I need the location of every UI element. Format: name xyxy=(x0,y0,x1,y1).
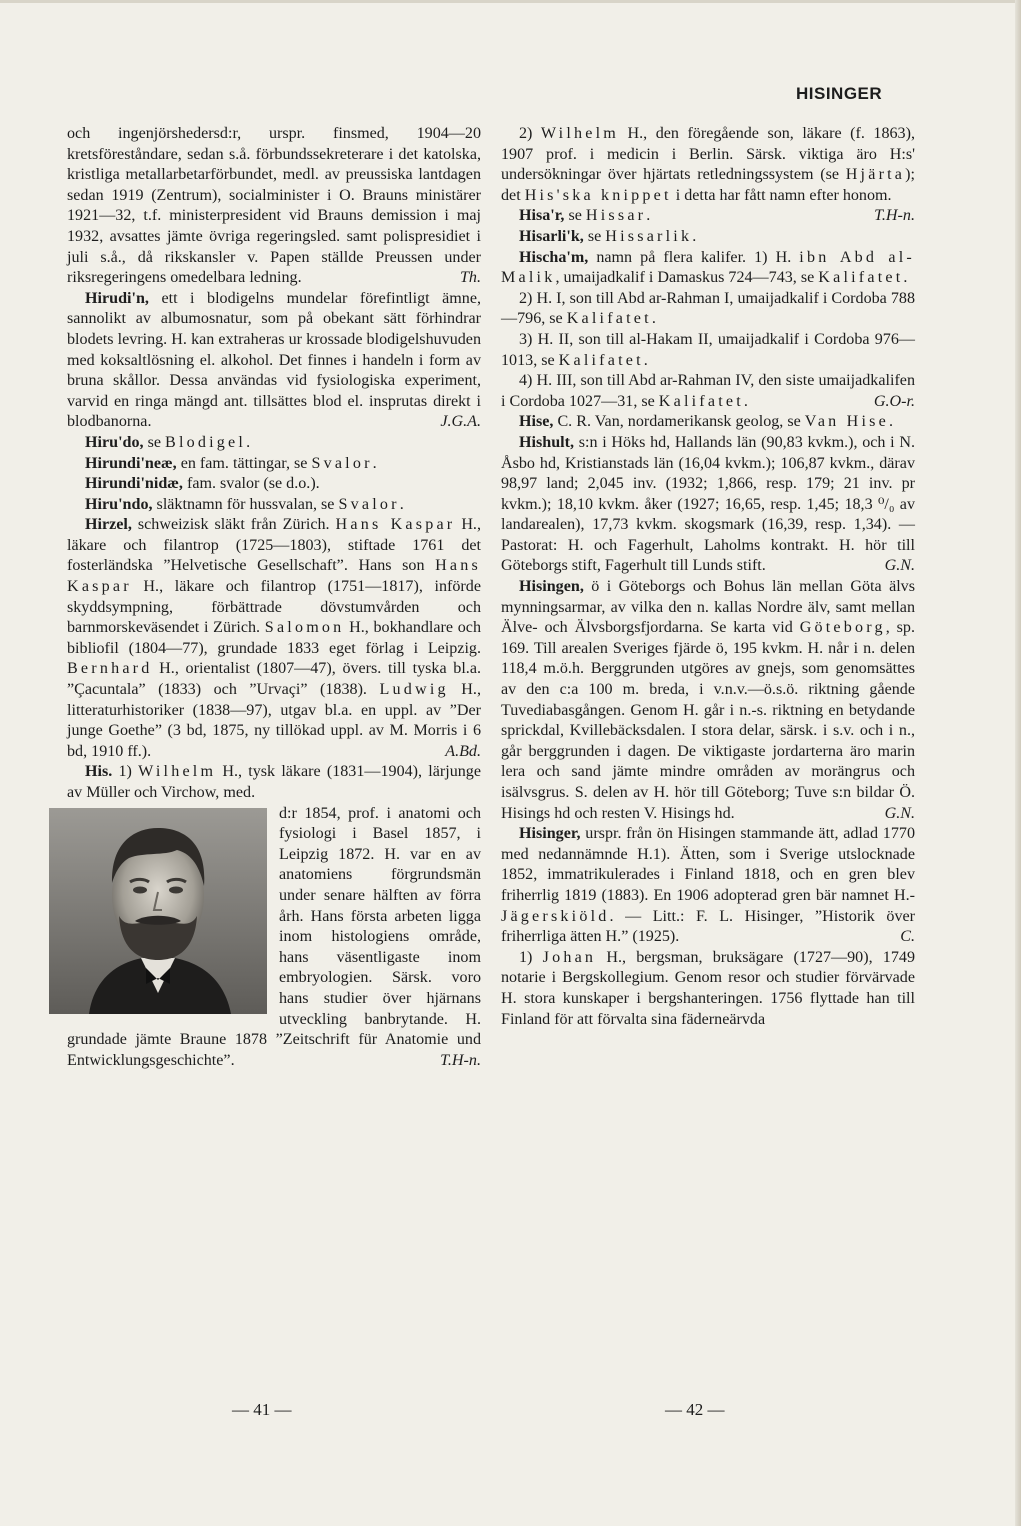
cross-reference: Kalifatet xyxy=(566,310,652,328)
author-signature: T.H-n. xyxy=(874,207,915,225)
entry-hirzel xyxy=(67,515,481,762)
entry-text: 2) xyxy=(519,125,541,142)
author-signature: G.N. xyxy=(884,804,915,822)
cross-reference: Kalifatet xyxy=(558,351,644,369)
entry-text: H., litteraturhistoriker (1838—97), utgav bl.a. en uppl. av ”Der junge Goethe” (3 bd, 1875, ny tillökad uppl. av M. Morris i 6 bd, 1910 ff.). xyxy=(67,681,481,760)
entry-text: urspr. från ön Hisingen stammande ätt, adlad 1770 med nedannämnde H.1). Ätten, som i Sverige utslocknade 1852, immatrikulerades i Finland 1818, och en gren blev friherrlig 1819 (1883). En 1906 adopterad gren bär namnet H.- xyxy=(501,825,915,904)
entry-hisar xyxy=(501,206,915,227)
entry-text: . xyxy=(643,351,648,369)
entry-text: . xyxy=(646,207,651,225)
cross-reference: Kalifatet xyxy=(658,392,744,410)
entry-text: H., orientalist (1807—47), övers. till tyska bl.a. ”Çacuntala” (1833) och ”Urvaçi” (1838). xyxy=(67,660,481,699)
entry-text: H., tysk läkare (1831—1904), lärjunge av Müller och Virchow, med. xyxy=(67,763,481,801)
spaced-name: Jägerskiöld xyxy=(501,907,610,925)
entry-hischam-3 xyxy=(501,330,915,371)
cross-reference: Hissar xyxy=(585,207,647,225)
entry-text: 4) H. III, son till Abd ar-Rahman IV, den siste umaijadkalifen i Cordoba 1027—31, se xyxy=(501,372,915,410)
author-signature: J.G.A. xyxy=(440,413,481,431)
page-edge-top xyxy=(0,0,1021,3)
headword: Hisa'r, xyxy=(519,207,565,225)
page-number-left: — 41 — xyxy=(232,1400,292,1419)
headword: Hiru'do, xyxy=(85,433,144,451)
entry-text: se xyxy=(143,433,166,451)
entry-text: ett i blodigelns mundelar förefintligt ämne, sannolikt av albumosnatur, som på obekant sätt förhindrar blodets levring. H. kan extraheras ur krossade blodigelshuvuden med koksaltlösning el. alkohol. Det finnes i handeln i form av bruna skållor. Dessa användas vid fysiologiska experiment, varvid en ringa mängd ant. tillsättes blod el. insprutas direkt i blodbanorna. xyxy=(67,289,481,431)
spaced-name: Wilhelm xyxy=(540,125,619,142)
headword: Hirundi'nidæ, xyxy=(85,475,183,493)
entry-text: . xyxy=(888,413,893,431)
headword: Hischa'm, xyxy=(519,248,589,266)
entry-text: ö i Göteborgs och Bohus län mellan Göta älvs mynningsarmar, av vilka den n. kallas Nordre älv, samt mellan Älve- och Älvsborgsfjordarna. Se karta vid xyxy=(501,578,915,637)
page-number-right: — 42 — xyxy=(665,1400,725,1419)
spaced-name: Johan xyxy=(542,948,597,966)
headword: Hise, xyxy=(519,413,554,431)
entry-hischam xyxy=(501,248,915,289)
entry-hirudin xyxy=(67,289,481,433)
portrait-image xyxy=(49,808,267,1014)
entry-hisinger xyxy=(501,824,915,948)
cross-reference: Svalor xyxy=(311,454,373,472)
entry-text: . xyxy=(246,433,251,451)
entry-text: ); det xyxy=(501,166,915,204)
headword: Hirzel, xyxy=(85,516,132,534)
entry-hisingen xyxy=(501,577,915,824)
entry-text: C. R. Van, nordamerikansk geolog, se xyxy=(553,413,805,431)
entry-text: 1) xyxy=(519,948,543,966)
entry-text: H., läkare och filantrop (1751—1817), införde skyddsympning, förbättrade dövstumvården och barnmorskeväsendet i Zürich. xyxy=(67,578,481,637)
entry-text: s:n i Höks hd, Hallands län (90,83 kvkm.), och i N. Åsbo hd, Kristianstads län (16,04 kvkm.); 106,87 kvkm., därav 98,97 land; 2,045 inv. (1932; 1,866, resp. 179; 21 inv. pr kvkm.); 18,10 kvkm. åker (1927; 16,65, resp. 1,45; 18,3 ⁰/₀ av landarealen), 17,73 kvkm. skogsmark (16,39, resp. 1,34). — Pastorat: H. och Fagerhult, Laholms kontrakt. H. hör till Göteborgs stift, Fagerhult till Lunds stift. xyxy=(501,433,915,575)
entry-text: . — Litt.: F. L. Hisinger, ”Historik över friherrliga ätten H.” (1925). xyxy=(501,907,915,946)
entry-hirundo xyxy=(67,495,481,516)
headword: Hisinger, xyxy=(519,825,581,843)
cross-reference: Svalor xyxy=(338,495,400,513)
entry-text: 2) H. I, son till Abd ar-Rahman I, umaijadkalif i Cordoba 788—796, se xyxy=(501,289,915,328)
entry-text: fam. svalor (se d.o.). xyxy=(182,475,320,493)
entry-continuation xyxy=(67,124,481,289)
spaced-name: Ludwig xyxy=(379,681,449,699)
page-edge-right xyxy=(1015,0,1021,1526)
left-column xyxy=(67,124,481,1071)
headword: His. xyxy=(85,763,113,781)
entry-hise xyxy=(501,412,915,433)
entry-text: . xyxy=(743,392,748,410)
entry-text: . xyxy=(903,269,908,287)
entry-text: H., bokhandlare och bibliofil (1804—77), grundade 1833 eget förlag i Leipzig. xyxy=(67,619,481,657)
headword: Hirundi'neæ, xyxy=(85,454,177,472)
entry-text: en fam. tättingar, se xyxy=(176,454,312,472)
entry-text: , sp. 169. Till arealen Sveriges fjärde ö, 195 kvkm. H. når i n. delen 118,4 m.ö.h. Berggrunden utgöres av gnejs, som genomsättes av den c:a 100 m. breda, i v.n.v.—ö.s.ö. riktning gående Tuvediabasgången. Genom H. går i n.-s. riktning en betydande sprickdal, Kvillebäcksdalen. I stora delar, särsk. i s.v. och i n., går berggrunden i dagen. De viktigaste jordarterna äro marin lera och sand jämte mindre områden av morängrus och isälvsgrus. S. delen av H. hör till Göteborg; Tuve s:n bildar Ö. Hisings hd och resten V. Hisings hd. xyxy=(501,619,915,822)
spaced-name: Hans Kaspar xyxy=(67,557,481,596)
entry-text: , umaijadkalif i Damaskus 724—743, se xyxy=(555,269,819,287)
entry-text: H., den föregående son, läkare (f. 1863), 1907 prof. i medicin i Berlin. Särsk. viktiga äro H:s' undersökningar över hjärtats retledningssystem (se xyxy=(501,125,915,184)
portrait-wilhelm-his xyxy=(49,808,267,1014)
author-signature: T.H-n. xyxy=(440,1051,481,1069)
entry-text: 3) H. II, son till al-Hakam II, umaijadkalif i Cordoba 976—1013, se xyxy=(501,330,915,369)
entry-text: schweizisk släkt från Zürich. xyxy=(131,516,336,534)
entry-text: d:r 1854, prof. i anatomi och fysiologi i Basel 1857, i Leipzig 1872. H. var en av anatomiens förgrundsmän under senare hälften av förra årh. Hans första arbeten ligga inom histologiens område, hans väsentligaste inom embryologien. Särsk. voro hans studier över hjärnans utveckling banbrytande. H. grundade jämte Braune 1878 ”Zeitschrift für Anatomie und Entwicklungsgeschichte”. xyxy=(67,804,481,1069)
cross-reference: Hissarlik xyxy=(605,227,693,245)
author-signature: G.N. xyxy=(884,557,915,575)
right-column xyxy=(501,124,915,1030)
spaced-name: His'ska knippet xyxy=(524,186,672,204)
entry-text: i detta har fått namn efter honom. xyxy=(671,186,892,204)
entry-hisarlik xyxy=(501,227,915,248)
entry-hischam-2 xyxy=(501,289,915,330)
cross-reference: Hjärta xyxy=(845,166,906,184)
spaced-name: ibn Abd al-Malik xyxy=(501,248,915,287)
spaced-name: Salomon xyxy=(264,619,345,637)
cross-reference: Kalifatet xyxy=(818,269,904,287)
author-signature: Th. xyxy=(459,269,481,287)
spaced-name: Wilhelm xyxy=(138,763,217,781)
entry-text: se xyxy=(564,207,586,225)
headword: Hisarli'k, xyxy=(519,227,584,245)
author-signature: G.O-r. xyxy=(873,392,915,410)
entry-hirundinidae xyxy=(67,474,481,495)
cross-reference: Blodigel xyxy=(165,433,247,451)
cross-reference: Van Hise xyxy=(804,413,889,431)
entry-text: 1) xyxy=(112,763,139,781)
entry-his xyxy=(67,762,481,803)
entry-text: H., bergsman, bruksägare (1727—90), 1749 notarie i Bergskollegium. Genom resor och studier förvärvade H. stora kunskaper i bergshanteringen. 1756 flyttade han till Finland för att förvalta sina fäderneärvda xyxy=(501,948,915,1028)
entry-text: namn på flera kalifer. 1) H. xyxy=(588,248,800,266)
entry-hirudo xyxy=(67,433,481,454)
author-signature: C. xyxy=(900,928,915,946)
entry-hisinger-johan xyxy=(501,948,915,1030)
entry-text: . xyxy=(399,495,404,513)
entry-text: . xyxy=(692,227,697,245)
spaced-name: Hans Kaspar xyxy=(335,516,456,534)
entry-hishult xyxy=(501,433,915,577)
entry-text: se xyxy=(583,227,606,245)
entry-text: släktnamn för hussvalan, se xyxy=(152,495,339,513)
entry-text: . xyxy=(651,310,656,328)
author-signature: A.Bd. xyxy=(445,742,481,760)
entry-hischam-4 xyxy=(501,371,915,412)
spaced-name: Bernhard xyxy=(67,660,153,678)
entry-text: och ingenjörshedersd:r, urspr. finsmed, 1904—20 kretsföreståndare, sedan s.å. förbundssekreterare i det katolska, kristliga metallarbetarförbundet, medl. av preussiska lantdagen sedan 1919 (Zentrum), socialminister i O. Brauns ministärer 1921—32, t.f. ministerpresident vid Brauns demission i maj 1932, avsattes jämte övriga regeringsled. samt polispresidiet i juli s.å., då rikskansler v. Papen ställde Preussen under riksregeringens omedelbara ledning. xyxy=(67,125,481,287)
cross-reference: Göteborg xyxy=(799,619,886,637)
entry-hirundineae xyxy=(67,454,481,475)
headword: Hirudi'n, xyxy=(85,289,149,307)
headword: Hiru'ndo, xyxy=(85,495,153,513)
entry-text: . xyxy=(372,454,377,472)
headword: Hisingen, xyxy=(519,578,584,596)
headword: Hishult, xyxy=(519,433,575,451)
running-head: HISINGER xyxy=(796,84,883,103)
entry-text: H., läkare och filantrop (1725—1803), stiftade 1761 det fosterländska ”Helvetische Gesellschaft”. Hans son xyxy=(67,516,481,575)
